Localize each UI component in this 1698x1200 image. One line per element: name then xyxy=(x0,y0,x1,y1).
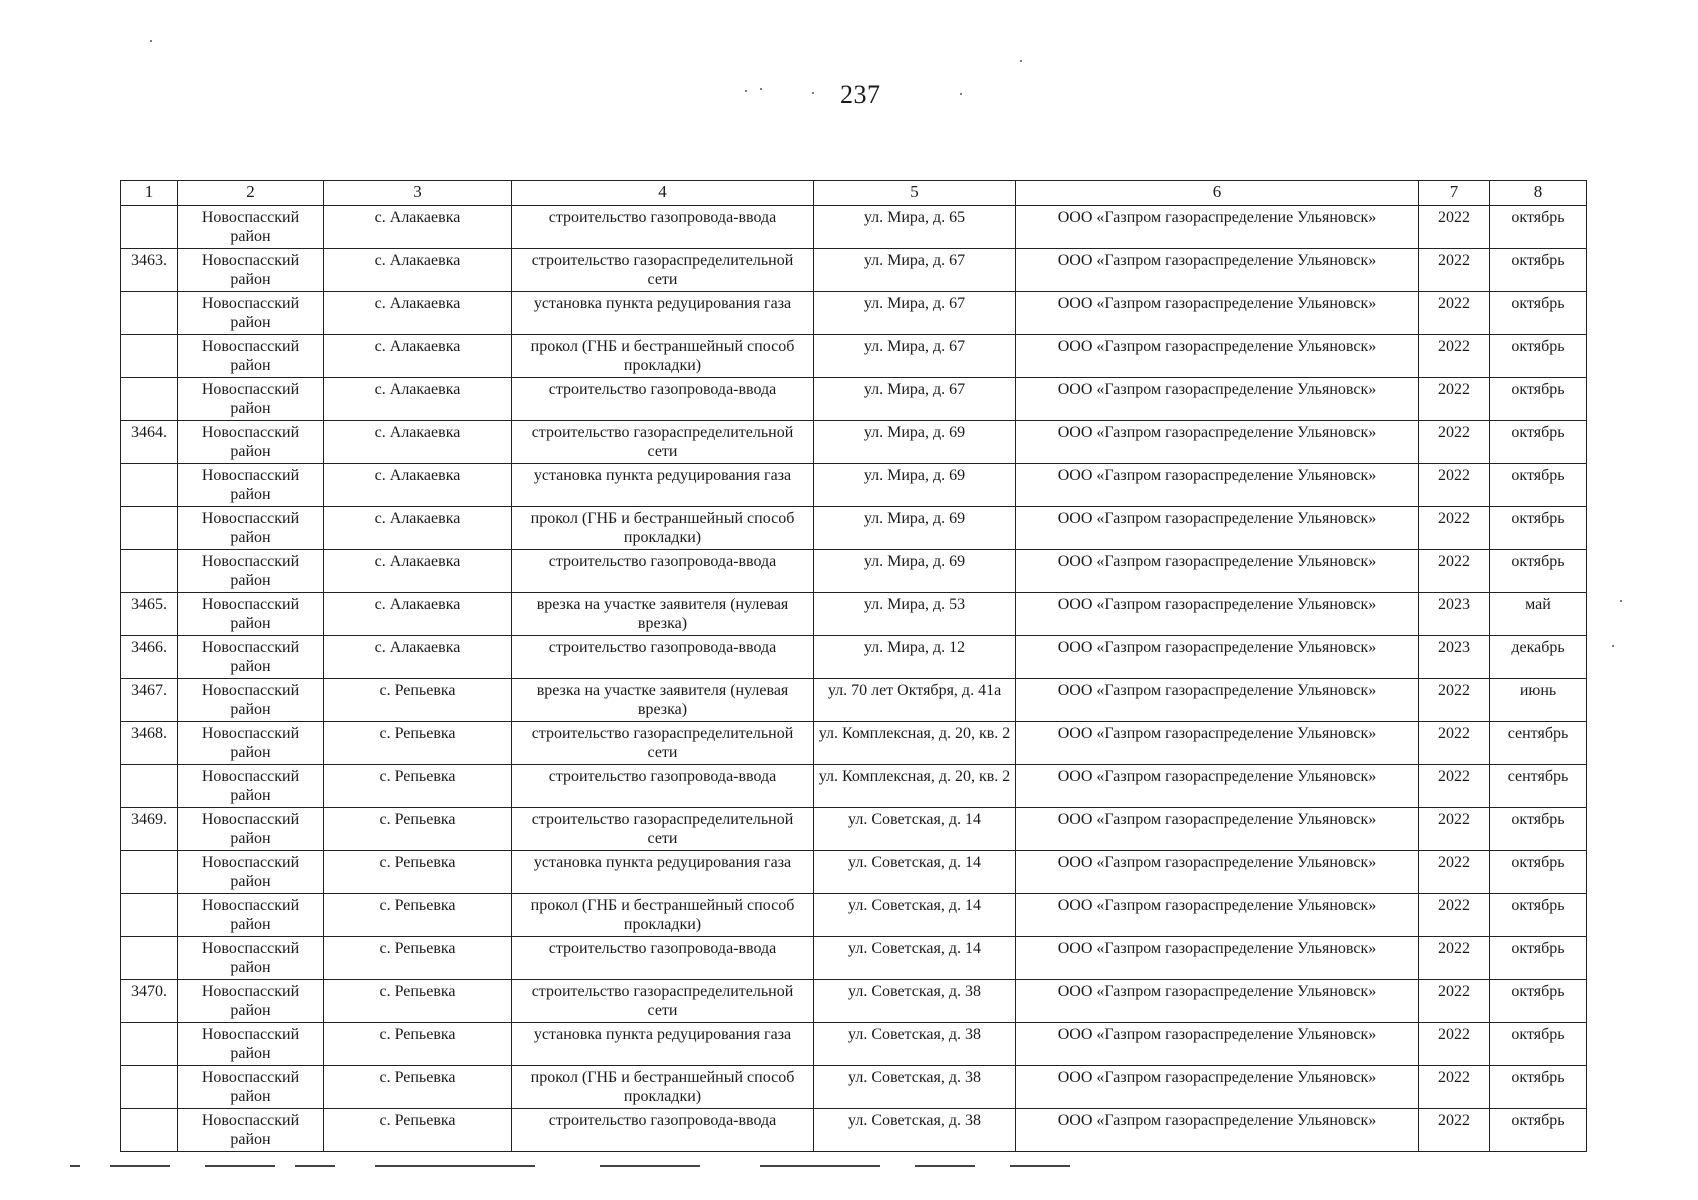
column-header: 3 xyxy=(324,181,512,206)
settlement-cell: с. Репьевка xyxy=(324,722,512,765)
month-cell: октябрь xyxy=(1490,378,1587,421)
address-cell: ул. Советская, д. 38 xyxy=(814,1109,1016,1152)
work-type-cell: прокол (ГНБ и бестраншейный способ прокладки) xyxy=(512,335,814,378)
organization-cell: ООО «Газпром газораспределение Ульяновск» xyxy=(1016,550,1419,593)
year-cell: 2022 xyxy=(1419,679,1490,722)
month-cell: октябрь xyxy=(1490,249,1587,292)
table-row xyxy=(121,335,1587,378)
column-number-row xyxy=(121,181,1587,206)
address-cell: ул. Мира, д. 69 xyxy=(814,421,1016,464)
work-type-cell: установка пункта редуцирования газа xyxy=(512,292,814,335)
address-cell: ул. Мира, д. 67 xyxy=(814,292,1016,335)
row-number: 3466. xyxy=(121,636,178,679)
month-cell: сентябрь xyxy=(1490,765,1587,808)
column-header: 8 xyxy=(1490,181,1587,206)
work-type-cell: строительство газораспределительной сети xyxy=(512,980,814,1023)
district-cell: Новоспасский район xyxy=(178,679,324,722)
table-row xyxy=(121,636,1587,679)
table-row xyxy=(121,292,1587,335)
address-cell: ул. Мира, д. 65 xyxy=(814,206,1016,249)
address-cell: ул. Советская, д. 38 xyxy=(814,1023,1016,1066)
year-cell: 2022 xyxy=(1419,421,1490,464)
year-cell: 2022 xyxy=(1419,1023,1490,1066)
scan-line xyxy=(70,1165,80,1167)
year-cell: 2023 xyxy=(1419,636,1490,679)
scan-speck xyxy=(760,88,762,90)
row-number xyxy=(121,1066,178,1109)
row-number xyxy=(121,1109,178,1152)
scan-line xyxy=(205,1165,275,1167)
row-number xyxy=(121,335,178,378)
district-cell: Новоспасский район xyxy=(178,249,324,292)
work-type-cell: строительство газораспределительной сети xyxy=(512,421,814,464)
year-cell: 2022 xyxy=(1419,980,1490,1023)
district-cell: Новоспасский район xyxy=(178,765,324,808)
organization-cell: ООО «Газпром газораспределение Ульяновск» xyxy=(1016,593,1419,636)
address-cell: ул. Мира, д. 12 xyxy=(814,636,1016,679)
organization-cell: ООО «Газпром газораспределение Ульяновск» xyxy=(1016,421,1419,464)
table-row xyxy=(121,1023,1587,1066)
district-cell: Новоспасский район xyxy=(178,378,324,421)
address-cell: ул. Комплексная, д. 20, кв. 2 xyxy=(814,722,1016,765)
table-row xyxy=(121,593,1587,636)
work-type-cell: строительство газопровода-ввода xyxy=(512,206,814,249)
address-cell: ул. Комплексная, д. 20, кв. 2 xyxy=(814,765,1016,808)
organization-cell: ООО «Газпром газораспределение Ульяновск» xyxy=(1016,507,1419,550)
month-cell: октябрь xyxy=(1490,421,1587,464)
month-cell: октябрь xyxy=(1490,980,1587,1023)
table-row xyxy=(121,980,1587,1023)
year-cell: 2022 xyxy=(1419,1109,1490,1152)
district-cell: Новоспасский район xyxy=(178,722,324,765)
row-number xyxy=(121,206,178,249)
scan-line xyxy=(295,1165,335,1167)
year-cell: 2022 xyxy=(1419,292,1490,335)
organization-cell: ООО «Газпром газораспределение Ульяновск» xyxy=(1016,1023,1419,1066)
settlement-cell: с. Алакаевка xyxy=(324,464,512,507)
address-cell: ул. Советская, д. 14 xyxy=(814,937,1016,980)
organization-cell: ООО «Газпром газораспределение Ульяновск» xyxy=(1016,636,1419,679)
table-row xyxy=(121,206,1587,249)
scan-line xyxy=(915,1165,975,1167)
year-cell: 2022 xyxy=(1419,206,1490,249)
organization-cell: ООО «Газпром газораспределение Ульяновск» xyxy=(1016,808,1419,851)
month-cell: октябрь xyxy=(1490,464,1587,507)
scan-line xyxy=(600,1165,700,1167)
organization-cell: ООО «Газпром газораспределение Ульяновск» xyxy=(1016,851,1419,894)
table-row xyxy=(121,808,1587,851)
scan-line xyxy=(1010,1165,1070,1167)
address-cell: ул. Мира, д. 69 xyxy=(814,464,1016,507)
district-cell: Новоспасский район xyxy=(178,464,324,507)
settlement-cell: с. Алакаевка xyxy=(324,292,512,335)
work-type-cell: строительство газопровода-ввода xyxy=(512,937,814,980)
district-cell: Новоспасский район xyxy=(178,507,324,550)
settlement-cell: с. Алакаевка xyxy=(324,593,512,636)
row-number xyxy=(121,851,178,894)
table-row xyxy=(121,249,1587,292)
table-row xyxy=(121,851,1587,894)
district-cell: Новоспасский район xyxy=(178,851,324,894)
address-cell: ул. Советская, д. 14 xyxy=(814,808,1016,851)
settlement-cell: с. Репьевка xyxy=(324,980,512,1023)
month-cell: декабрь xyxy=(1490,636,1587,679)
month-cell: октябрь xyxy=(1490,1023,1587,1066)
month-cell: октябрь xyxy=(1490,937,1587,980)
work-type-cell: строительство газопровода-ввода xyxy=(512,636,814,679)
year-cell: 2022 xyxy=(1419,937,1490,980)
scan-line xyxy=(375,1165,535,1167)
district-cell: Новоспасский район xyxy=(178,206,324,249)
scan-speck xyxy=(1612,645,1614,647)
scan-line xyxy=(760,1165,880,1167)
table-row xyxy=(121,765,1587,808)
row-number: 3465. xyxy=(121,593,178,636)
row-number: 3470. xyxy=(121,980,178,1023)
district-cell: Новоспасский район xyxy=(178,937,324,980)
settlement-cell: с. Репьевка xyxy=(324,679,512,722)
year-cell: 2022 xyxy=(1419,378,1490,421)
organization-cell: ООО «Газпром газораспределение Ульяновск» xyxy=(1016,765,1419,808)
settlement-cell: с. Репьевка xyxy=(324,851,512,894)
address-cell: ул. Мира, д. 69 xyxy=(814,550,1016,593)
scan-speck xyxy=(812,92,814,94)
settlement-cell: с. Репьевка xyxy=(324,1109,512,1152)
settlement-cell: с. Алакаевка xyxy=(324,636,512,679)
work-type-cell: прокол (ГНБ и бестраншейный способ прокладки) xyxy=(512,507,814,550)
month-cell: октябрь xyxy=(1490,1109,1587,1152)
settlement-cell: с. Репьевка xyxy=(324,1066,512,1109)
table-row xyxy=(121,464,1587,507)
district-cell: Новоспасский район xyxy=(178,550,324,593)
year-cell: 2022 xyxy=(1419,765,1490,808)
row-number xyxy=(121,550,178,593)
row-number: 3468. xyxy=(121,722,178,765)
work-type-cell: установка пункта редуцирования газа xyxy=(512,851,814,894)
organization-cell: ООО «Газпром газораспределение Ульяновск» xyxy=(1016,206,1419,249)
row-number xyxy=(121,1023,178,1066)
address-cell: ул. 70 лет Октября, д. 41а xyxy=(814,679,1016,722)
settlement-cell: с. Алакаевка xyxy=(324,421,512,464)
settlement-cell: с. Репьевка xyxy=(324,808,512,851)
work-type-cell: строительство газопровода-ввода xyxy=(512,550,814,593)
table-row xyxy=(121,1066,1587,1109)
month-cell: сентябрь xyxy=(1490,722,1587,765)
table-row xyxy=(121,894,1587,937)
work-type-cell: прокол (ГНБ и бестраншейный способ прокладки) xyxy=(512,1066,814,1109)
table-row xyxy=(121,550,1587,593)
month-cell: октябрь xyxy=(1490,894,1587,937)
month-cell: октябрь xyxy=(1490,550,1587,593)
settlement-cell: с. Алакаевка xyxy=(324,550,512,593)
register-table xyxy=(120,180,1587,1152)
address-cell: ул. Советская, д. 14 xyxy=(814,851,1016,894)
scan-speck xyxy=(1620,600,1622,602)
address-cell: ул. Мира, д. 53 xyxy=(814,593,1016,636)
row-number xyxy=(121,894,178,937)
organization-cell: ООО «Газпром газораспределение Ульяновск» xyxy=(1016,292,1419,335)
row-number: 3467. xyxy=(121,679,178,722)
organization-cell: ООО «Газпром газораспределение Ульяновск» xyxy=(1016,980,1419,1023)
settlement-cell: с. Алакаевка xyxy=(324,378,512,421)
settlement-cell: с. Алакаевка xyxy=(324,206,512,249)
organization-cell: ООО «Газпром газораспределение Ульяновск» xyxy=(1016,937,1419,980)
work-type-cell: установка пункта редуцирования газа xyxy=(512,1023,814,1066)
month-cell: октябрь xyxy=(1490,1066,1587,1109)
scan-speck xyxy=(150,40,152,42)
table-row xyxy=(121,722,1587,765)
work-type-cell: врезка на участке заявителя (нулевая врезка) xyxy=(512,593,814,636)
district-cell: Новоспасский район xyxy=(178,636,324,679)
organization-cell: ООО «Газпром газораспределение Ульяновск» xyxy=(1016,464,1419,507)
year-cell: 2022 xyxy=(1419,335,1490,378)
year-cell: 2022 xyxy=(1419,249,1490,292)
month-cell: июнь xyxy=(1490,679,1587,722)
scan-speck xyxy=(960,93,962,95)
column-header: 1 xyxy=(121,181,178,206)
month-cell: октябрь xyxy=(1490,206,1587,249)
district-cell: Новоспасский район xyxy=(178,421,324,464)
year-cell: 2022 xyxy=(1419,507,1490,550)
organization-cell: ООО «Газпром газораспределение Ульяновск» xyxy=(1016,378,1419,421)
settlement-cell: с. Алакаевка xyxy=(324,335,512,378)
address-cell: ул. Мира, д. 69 xyxy=(814,507,1016,550)
organization-cell: ООО «Газпром газораспределение Ульяновск» xyxy=(1016,335,1419,378)
year-cell: 2022 xyxy=(1419,550,1490,593)
work-type-cell: строительство газопровода-ввода xyxy=(512,1109,814,1152)
year-cell: 2022 xyxy=(1419,722,1490,765)
work-type-cell: строительство газораспределительной сети xyxy=(512,808,814,851)
table-row xyxy=(121,507,1587,550)
row-number xyxy=(121,292,178,335)
work-type-cell: строительство газопровода-ввода xyxy=(512,765,814,808)
address-cell: ул. Мира, д. 67 xyxy=(814,249,1016,292)
settlement-cell: с. Репьевка xyxy=(324,937,512,980)
table-row xyxy=(121,378,1587,421)
address-cell: ул. Советская, д. 38 xyxy=(814,980,1016,1023)
district-cell: Новоспасский район xyxy=(178,292,324,335)
year-cell: 2022 xyxy=(1419,464,1490,507)
column-header: 2 xyxy=(178,181,324,206)
district-cell: Новоспасский район xyxy=(178,335,324,378)
table-row xyxy=(121,421,1587,464)
year-cell: 2022 xyxy=(1419,894,1490,937)
column-header: 4 xyxy=(512,181,814,206)
month-cell: май xyxy=(1490,593,1587,636)
scan-speck xyxy=(1020,60,1022,62)
organization-cell: ООО «Газпром газораспределение Ульяновск» xyxy=(1016,1066,1419,1109)
row-number xyxy=(121,937,178,980)
settlement-cell: с. Репьевка xyxy=(324,1023,512,1066)
organization-cell: ООО «Газпром газораспределение Ульяновск» xyxy=(1016,722,1419,765)
work-type-cell: строительство газораспределительной сети xyxy=(512,249,814,292)
row-number: 3463. xyxy=(121,249,178,292)
row-number xyxy=(121,464,178,507)
district-cell: Новоспасский район xyxy=(178,1109,324,1152)
address-cell: ул. Советская, д. 14 xyxy=(814,894,1016,937)
table-row xyxy=(121,937,1587,980)
row-number: 3469. xyxy=(121,808,178,851)
organization-cell: ООО «Газпром газораспределение Ульяновск» xyxy=(1016,894,1419,937)
month-cell: октябрь xyxy=(1490,292,1587,335)
month-cell: октябрь xyxy=(1490,808,1587,851)
work-type-cell: строительство газопровода-ввода xyxy=(512,378,814,421)
year-cell: 2022 xyxy=(1419,851,1490,894)
district-cell: Новоспасский район xyxy=(178,1066,324,1109)
month-cell: октябрь xyxy=(1490,851,1587,894)
table-row xyxy=(121,679,1587,722)
district-cell: Новоспасский район xyxy=(178,980,324,1023)
organization-cell: ООО «Газпром газораспределение Ульяновск» xyxy=(1016,249,1419,292)
row-number xyxy=(121,507,178,550)
month-cell: октябрь xyxy=(1490,507,1587,550)
district-cell: Новоспасский район xyxy=(178,593,324,636)
work-type-cell: установка пункта редуцирования газа xyxy=(512,464,814,507)
column-header: 6 xyxy=(1016,181,1419,206)
settlement-cell: с. Алакаевка xyxy=(324,507,512,550)
address-cell: ул. Советская, д. 38 xyxy=(814,1066,1016,1109)
settlement-cell: с. Репьевка xyxy=(324,765,512,808)
row-number xyxy=(121,765,178,808)
work-type-cell: прокол (ГНБ и бестраншейный способ прокладки) xyxy=(512,894,814,937)
district-cell: Новоспасский район xyxy=(178,808,324,851)
page-number: 237 xyxy=(840,80,881,109)
district-cell: Новоспасский район xyxy=(178,894,324,937)
column-header: 5 xyxy=(814,181,1016,206)
settlement-cell: с. Алакаевка xyxy=(324,249,512,292)
scan-speck xyxy=(745,90,747,92)
work-type-cell: врезка на участке заявителя (нулевая врезка) xyxy=(512,679,814,722)
organization-cell: ООО «Газпром газораспределение Ульяновск» xyxy=(1016,679,1419,722)
table-row xyxy=(121,1109,1587,1152)
month-cell: октябрь xyxy=(1490,335,1587,378)
row-number xyxy=(121,378,178,421)
year-cell: 2022 xyxy=(1419,808,1490,851)
work-type-cell: строительство газораспределительной сети xyxy=(512,722,814,765)
scan-line xyxy=(110,1165,170,1167)
row-number: 3464. xyxy=(121,421,178,464)
address-cell: ул. Мира, д. 67 xyxy=(814,335,1016,378)
year-cell: 2022 xyxy=(1419,1066,1490,1109)
organization-cell: ООО «Газпром газораспределение Ульяновск» xyxy=(1016,1109,1419,1152)
year-cell: 2023 xyxy=(1419,593,1490,636)
address-cell: ул. Мира, д. 67 xyxy=(814,378,1016,421)
settlement-cell: с. Репьевка xyxy=(324,894,512,937)
column-header: 7 xyxy=(1419,181,1490,206)
district-cell: Новоспасский район xyxy=(178,1023,324,1066)
